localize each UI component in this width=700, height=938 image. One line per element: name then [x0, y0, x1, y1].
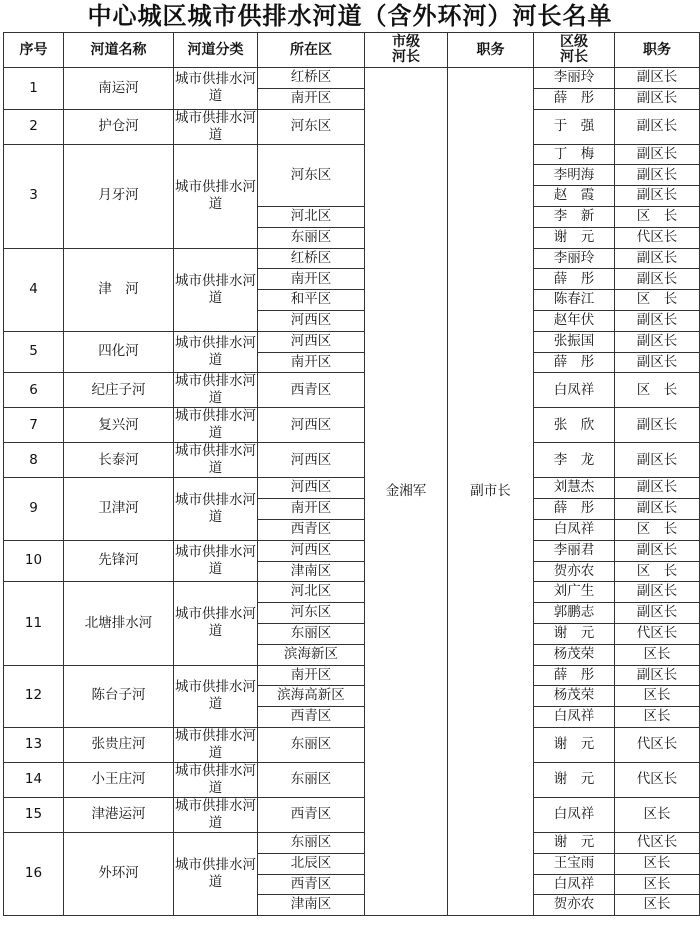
river-district: 河西区 [258, 408, 365, 443]
district-chief-name: 李明海 [534, 165, 615, 186]
district-chief-position: 副区长 [615, 310, 700, 331]
river-name: 津港运河 [64, 797, 174, 832]
district-chief-position: 副区长 [615, 144, 700, 165]
district-chief-name: 王宝雨 [534, 853, 615, 874]
table-row [4, 109, 700, 144]
river-seq: 5 [4, 331, 64, 373]
table-row [4, 665, 700, 686]
river-seq: 12 [4, 665, 64, 727]
district-chief-position: 副区长 [615, 269, 700, 290]
river-district: 西青区 [258, 373, 365, 408]
district-chief-position: 副区长 [615, 499, 700, 520]
river-chief-table [3, 32, 700, 916]
header-district-chief-line1: 区级 [560, 34, 588, 50]
district-chief-position: 区长 [615, 895, 700, 916]
district-chief-name: 张 欣 [534, 408, 615, 443]
district-chief-position: 区 长 [615, 290, 700, 311]
river-name: 北塘排水河 [64, 582, 174, 665]
river-district: 东丽区 [258, 762, 365, 797]
river-district: 北辰区 [258, 853, 365, 874]
district-chief-name: 白凤祥 [534, 707, 615, 728]
table-row [4, 582, 700, 603]
page-title: 中心城区城市供排水河道（含外环河）河长名单 [87, 2, 613, 30]
river-seq: 13 [4, 727, 64, 762]
district-chief-position: 区 长 [615, 561, 700, 582]
river-type: 城市供排水河道 [174, 665, 258, 727]
district-chief-position: 区长 [615, 644, 700, 665]
header-district-chief-line2: 河长 [560, 49, 588, 65]
district-chief-name: 薛 彤 [534, 499, 615, 520]
river-district: 南开区 [258, 269, 365, 290]
river-district: 河东区 [258, 144, 365, 206]
district-chief-position: 副区长 [615, 443, 700, 478]
district-chief-name: 李 龙 [534, 443, 615, 478]
table-body [4, 68, 700, 916]
district-chief-name: 谢 元 [534, 727, 615, 762]
district-chief-position: 副区长 [615, 603, 700, 624]
city-chief-name: 金湘军 [365, 68, 448, 916]
district-chief-position: 副区长 [615, 665, 700, 686]
district-chief-position: 代区长 [615, 762, 700, 797]
header-city-chief-line1: 市级 [392, 34, 420, 50]
district-chief-name: 于 强 [534, 109, 615, 144]
district-chief-position: 区长 [615, 686, 700, 707]
river-type: 城市供排水河道 [175, 109, 256, 143]
district-chief-position: 区 长 [615, 206, 700, 227]
river-name: 张贵庄河 [64, 727, 174, 762]
district-chief-name: 薛 彤 [534, 352, 615, 373]
river-district: 河西区 [258, 331, 365, 352]
district-chief-position: 副区长 [615, 331, 700, 352]
river-name: 津 河 [64, 248, 174, 331]
district-chief-name: 李丽君 [534, 540, 615, 561]
river-district: 东丽区 [258, 623, 365, 644]
river-type: 城市供排水河道 [175, 443, 256, 477]
district-chief-position: 副区长 [615, 352, 700, 373]
river-district: 河西区 [258, 310, 365, 331]
river-name: 复兴河 [64, 408, 174, 443]
header-row [4, 33, 700, 68]
table-row [4, 373, 700, 408]
river-district: 河西区 [258, 443, 365, 478]
district-chief-name: 薛 彤 [534, 269, 615, 290]
header-river-name: 河道名称 [64, 33, 174, 68]
river-district: 东丽区 [258, 727, 365, 762]
river-type: 城市供排水河道 [174, 248, 258, 331]
district-chief-position: 区长 [615, 874, 700, 895]
district-chief-name: 白凤祥 [534, 797, 615, 832]
river-district: 红桥区 [258, 248, 365, 269]
river-district: 南开区 [258, 499, 365, 520]
district-chief-name: 谢 元 [534, 227, 615, 248]
river-seq: 16 [4, 832, 64, 915]
district-chief-name: 刘慧杰 [534, 478, 615, 499]
river-name: 先锋河 [64, 540, 174, 582]
district-chief-name: 白凤祥 [534, 373, 615, 408]
district-chief-name: 赵年伏 [534, 310, 615, 331]
district-chief-position: 副区长 [615, 88, 700, 109]
river-name: 南运河 [64, 68, 174, 110]
district-chief-position: 代区长 [615, 623, 700, 644]
district-chief-position: 代区长 [615, 227, 700, 248]
header-city-chief [365, 33, 448, 68]
river-district: 南开区 [258, 88, 365, 109]
river-name: 纪庄子河 [64, 373, 174, 408]
district-chief-name: 贺亦农 [534, 561, 615, 582]
header-city-chief-line2: 河长 [392, 49, 420, 65]
river-type: 城市供排水河道 [175, 408, 256, 442]
river-district: 南开区 [258, 352, 365, 373]
river-district: 西青区 [258, 707, 365, 728]
river-seq: 15 [4, 797, 64, 832]
district-chief-position: 副区长 [615, 109, 700, 144]
district-chief-position: 副区长 [615, 248, 700, 269]
table-row [4, 540, 700, 561]
district-chief-name: 陈春江 [534, 290, 615, 311]
district-chief-name: 赵 霞 [534, 186, 615, 207]
river-seq: 7 [4, 408, 64, 443]
district-chief-name: 薛 彤 [534, 665, 615, 686]
river-district: 河西区 [258, 478, 365, 499]
header-position2: 职务 [615, 33, 700, 68]
river-district: 和平区 [258, 290, 365, 311]
district-chief-position: 副区长 [615, 68, 700, 89]
district-chief-position: 副区长 [615, 478, 700, 499]
district-chief-position: 代区长 [615, 832, 700, 853]
river-district: 滨海高新区 [258, 686, 365, 707]
river-district: 东丽区 [258, 832, 365, 853]
river-district: 河东区 [258, 603, 365, 624]
table-row [4, 762, 700, 797]
district-chief-position: 副区长 [615, 540, 700, 561]
river-name: 卫津河 [64, 478, 174, 540]
river-district: 津南区 [258, 561, 365, 582]
district-chief-name: 贺亦农 [534, 895, 615, 916]
river-seq: 10 [4, 540, 64, 582]
city-chief-position: 副市长 [448, 68, 534, 916]
river-seq: 9 [4, 478, 64, 540]
district-chief-name: 丁 梅 [534, 144, 615, 165]
river-district: 南开区 [258, 665, 365, 686]
river-district: 西青区 [258, 797, 365, 832]
district-chief-position: 区 长 [615, 373, 700, 408]
river-name: 长泰河 [64, 443, 174, 478]
district-chief-position: 副区长 [615, 165, 700, 186]
table-row [4, 408, 700, 443]
table-row [4, 248, 700, 269]
river-type: 城市供排水河道 [174, 144, 258, 248]
district-chief-name: 谢 元 [534, 762, 615, 797]
header-district-chief [534, 33, 615, 68]
river-district: 滨海新区 [258, 644, 365, 665]
river-district: 红桥区 [258, 68, 365, 89]
district-chief-name: 薛 彤 [534, 88, 615, 109]
river-seq: 4 [4, 248, 64, 331]
district-chief-position: 副区长 [615, 186, 700, 207]
district-chief-name: 张振国 [534, 331, 615, 352]
district-chief-name: 白凤祥 [534, 519, 615, 540]
header-river-type: 河道分类 [174, 33, 258, 68]
table-row [4, 797, 700, 832]
river-district: 东丽区 [258, 227, 365, 248]
table-row [4, 68, 700, 89]
river-type: 城市供排水河道 [174, 540, 258, 582]
district-chief-position: 区 长 [615, 519, 700, 540]
table-row [4, 727, 700, 762]
river-type: 城市供排水河道 [174, 478, 258, 540]
district-chief-name: 李 新 [534, 206, 615, 227]
district-chief-name: 谢 元 [534, 623, 615, 644]
river-district: 河北区 [258, 206, 365, 227]
river-district: 津南区 [258, 895, 365, 916]
district-chief-position: 区长 [615, 797, 700, 832]
river-name: 小王庄河 [64, 762, 174, 797]
river-name: 四化河 [64, 331, 174, 373]
district-chief-name: 杨茂荣 [534, 686, 615, 707]
river-seq: 6 [4, 373, 64, 408]
header-district: 所在区 [258, 33, 365, 68]
district-chief-position: 副区长 [615, 582, 700, 603]
river-name: 月牙河 [64, 144, 174, 248]
river-seq: 8 [4, 443, 64, 478]
river-type: 城市供排水河道 [174, 331, 258, 373]
table-row [4, 331, 700, 352]
district-chief-position: 区长 [615, 707, 700, 728]
district-chief-name: 李丽玲 [534, 68, 615, 89]
district-chief-position: 代区长 [615, 727, 700, 762]
river-district: 西青区 [258, 519, 365, 540]
river-district: 西青区 [258, 874, 365, 895]
header-seq: 序号 [4, 33, 64, 68]
district-chief-name: 郭鹏志 [534, 603, 615, 624]
river-seq: 1 [4, 68, 64, 110]
river-name: 陈台子河 [64, 665, 174, 727]
river-name: 外环河 [64, 832, 174, 915]
river-district: 河东区 [258, 109, 365, 144]
river-seq: 11 [4, 582, 64, 665]
district-chief-name: 白凤祥 [534, 874, 615, 895]
river-seq: 14 [4, 762, 64, 797]
river-type: 城市供排水河道 [175, 373, 256, 407]
river-type: 城市供排水河道 [175, 762, 256, 796]
river-seq: 3 [4, 144, 64, 248]
district-chief-position: 区长 [615, 853, 700, 874]
district-chief-name: 李丽玲 [534, 248, 615, 269]
river-type: 城市供排水河道 [175, 727, 256, 761]
table-row [4, 144, 700, 165]
table-row [4, 832, 700, 853]
river-name: 护仓河 [64, 109, 174, 144]
river-seq: 2 [4, 109, 64, 144]
river-type: 城市供排水河道 [174, 832, 258, 915]
table-row [4, 443, 700, 478]
table-row [4, 478, 700, 499]
river-type: 城市供排水河道 [174, 582, 258, 665]
district-chief-position: 副区长 [615, 408, 700, 443]
district-chief-name: 杨茂荣 [534, 644, 615, 665]
district-chief-name: 刘广生 [534, 582, 615, 603]
district-chief-name: 谢 元 [534, 832, 615, 853]
header-position: 职务 [448, 33, 534, 68]
river-district: 河西区 [258, 540, 365, 561]
river-type: 城市供排水河道 [174, 68, 258, 110]
river-district: 河北区 [258, 582, 365, 603]
river-type: 城市供排水河道 [175, 797, 256, 831]
